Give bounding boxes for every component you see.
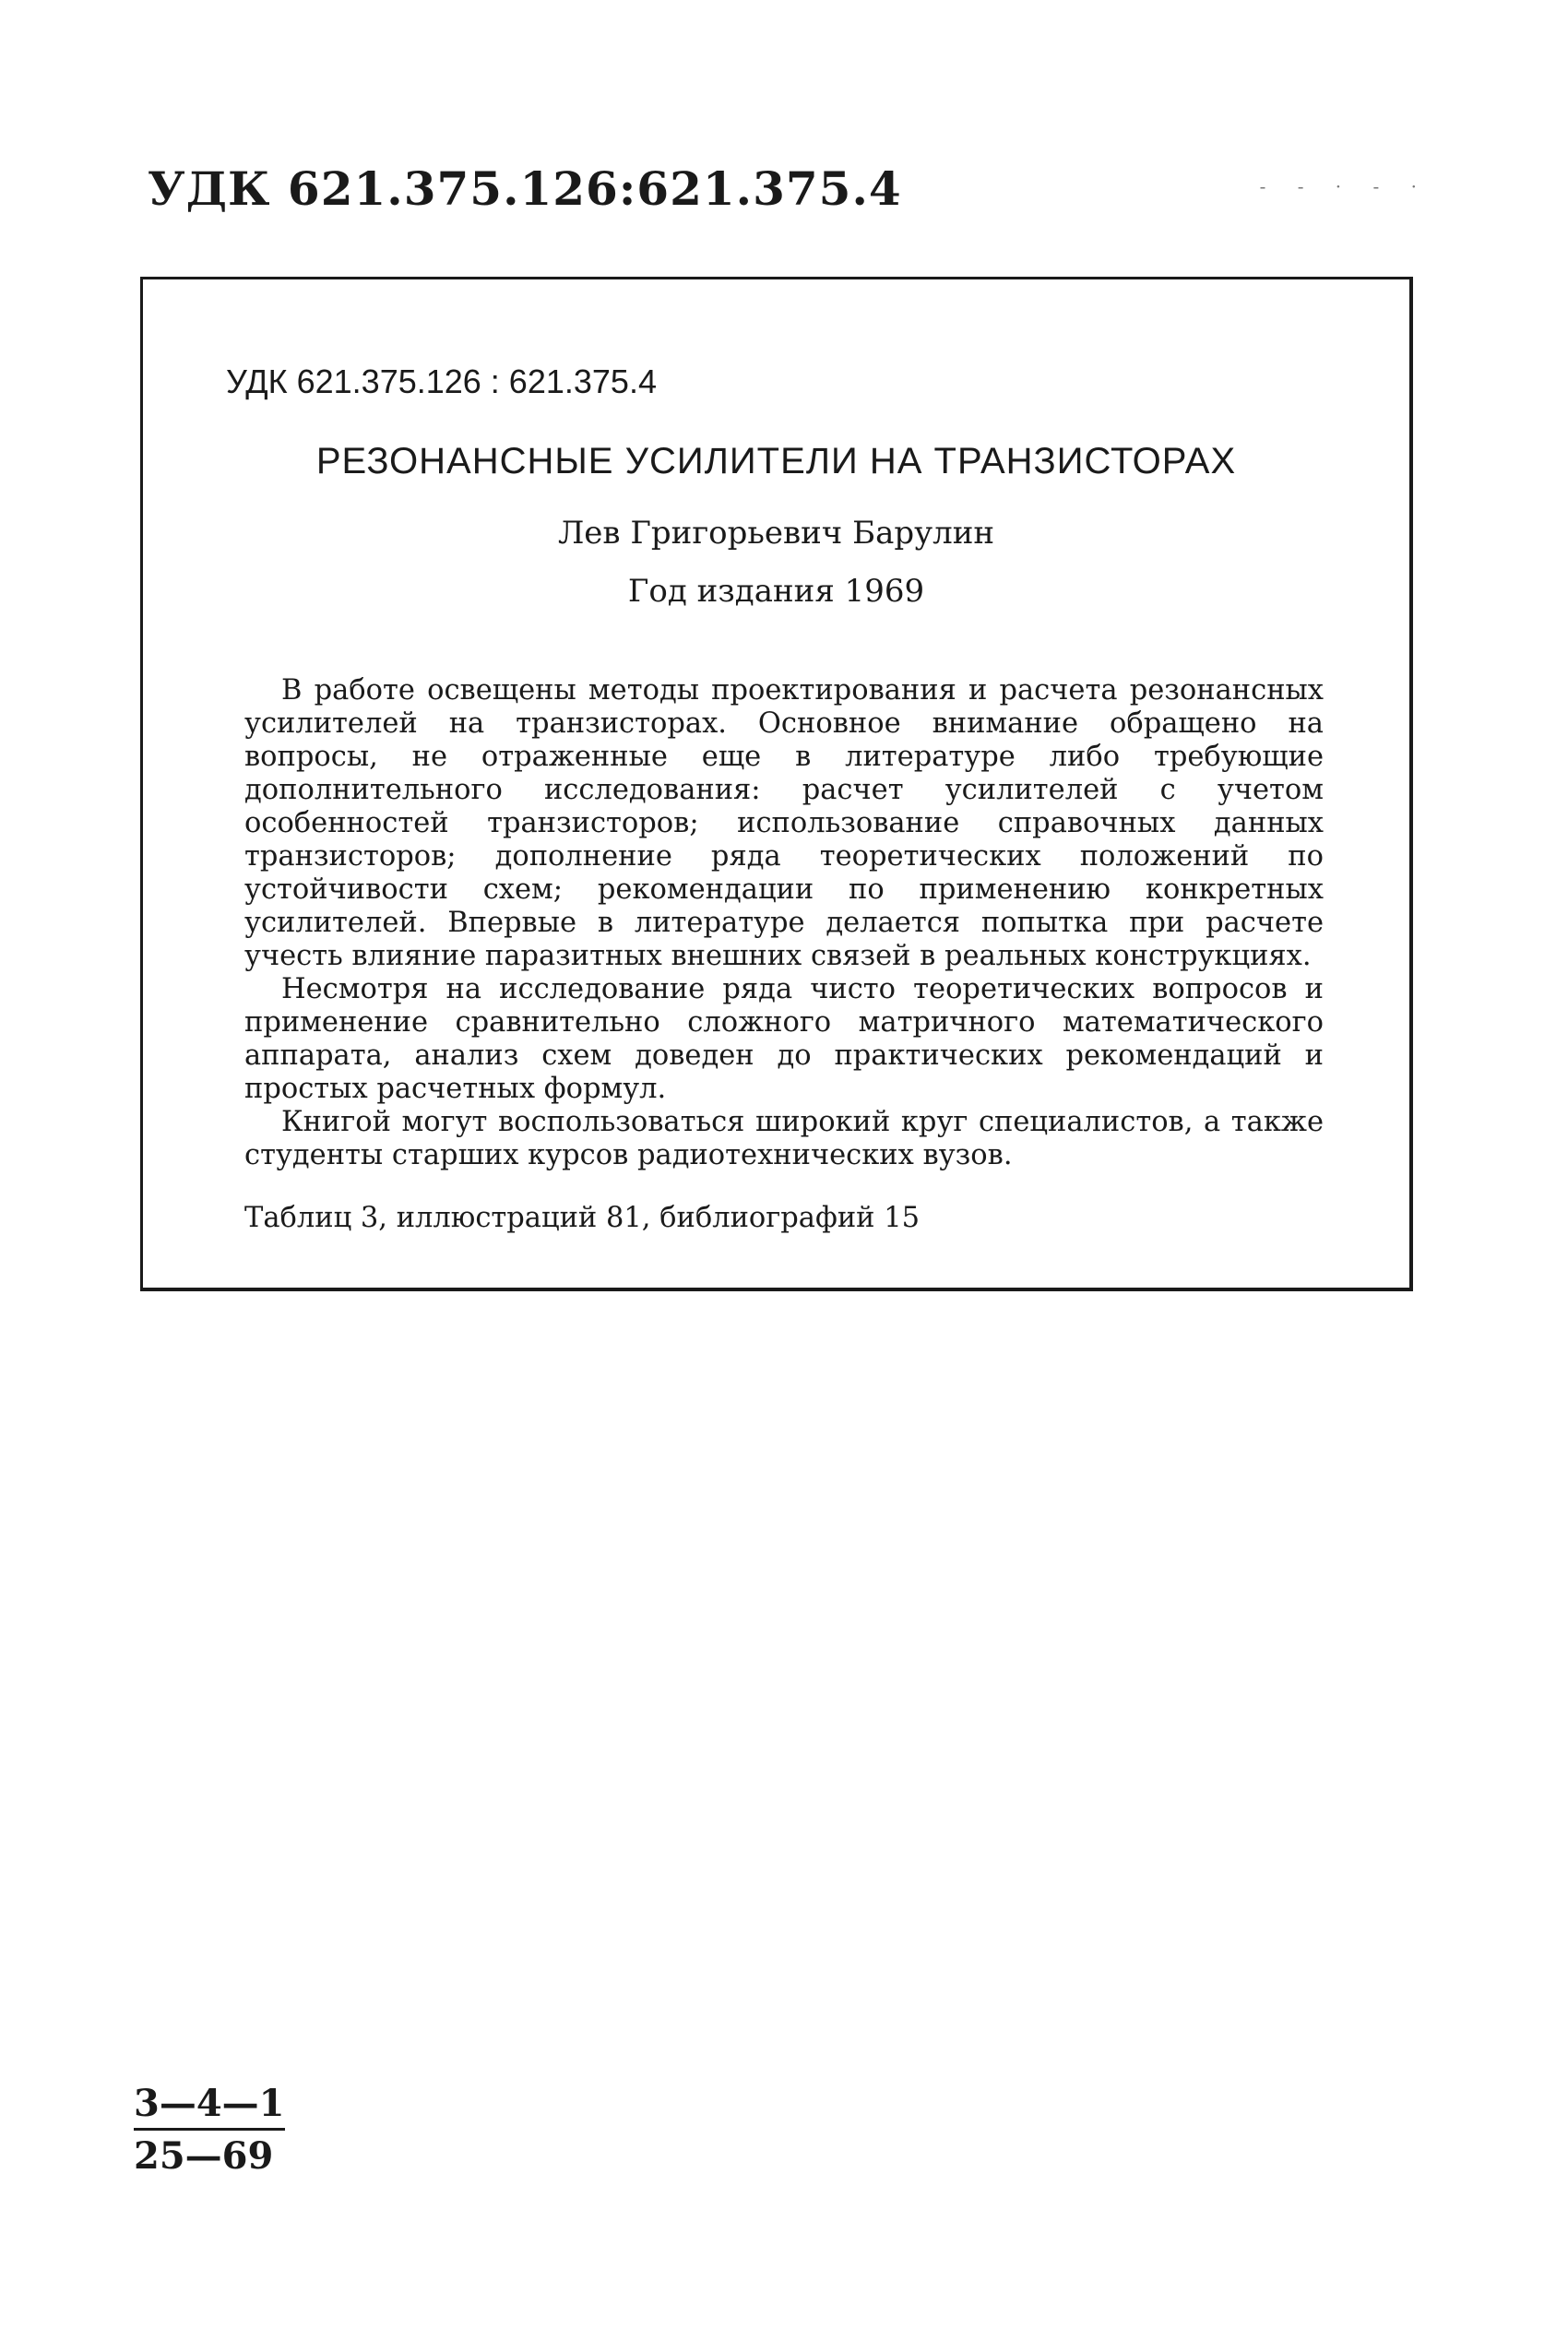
publisher-index — [134, 2080, 285, 2180]
index-numerator: 3—4—1 — [134, 2082, 285, 2125]
publication-year: Год издания 1969 — [627, 573, 925, 610]
book-author: Лев Григорьевич Барулин — [557, 515, 995, 552]
book-title: РЕЗОНАНСНЫЕ УСИЛИТЕЛИ НА ТРАНЗИСТОРАХ — [315, 441, 1237, 481]
book-stats: Таблиц 3, иллюстраций 81, библиографий 15 — [244, 1202, 920, 1234]
scan-mark: - - · - · — [1259, 175, 1430, 197]
abstract-paragraph: В работе освещены методы проектирования и расчета резонансных усилителей на транзисторах. Основное внимание обращено на вопросы, не отраженные еще в литературе либо требующие дополнительного исследования: расчет усилителей с учетом особенностей транзисторов; использование справочных данных транзисторов; дополнение ряда теоретических положений по устойчивости схем; рекомендации по применению конкретных усилителей. Впервые в литературе делается попытка при расчете учесть влияние паразитных внешних связей в реальных конструкциях. — [244, 674, 1324, 972]
index-denominator: 25—69 — [134, 2128, 285, 2180]
abstract-paragraph: Книгой могут воспользоваться широкий круг специалистов, а также студенты старших курсов радиотехнических вузов. — [244, 1106, 1324, 1171]
catalog-card — [140, 277, 1413, 1291]
header-udk: УДК 621.375.126:621.375.4 — [148, 161, 902, 216]
abstract-paragraph: Несмотря на исследование ряда чисто теоретических вопросов и применение сравнительно сложного матричного математического аппарата, анализ схем доведен до практических рекомендаций и простых расчетных формул. — [244, 973, 1324, 1105]
card-udk: УДК 621.375.126 : 621.375.4 — [226, 362, 657, 400]
abstract — [244, 674, 1324, 1172]
